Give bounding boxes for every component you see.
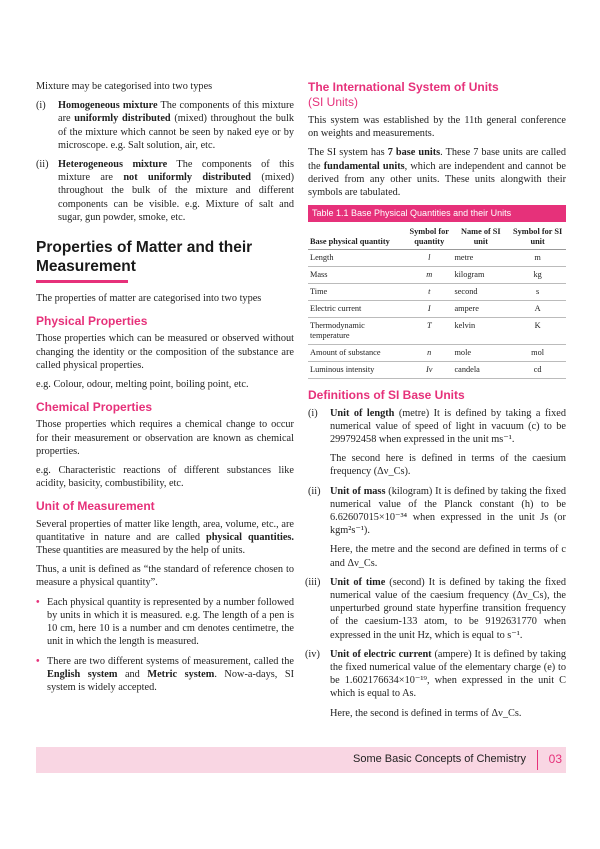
chapter-title: Some Basic Concepts of Chemistry [352,753,526,765]
table-row: Luminous intensity Iv candela cd [308,362,566,379]
si-units-table [308,225,566,379]
definition-note: Here, the metre and the second are defined in terms of c and Δν_Cs. [330,544,566,569]
bullet-icon: • [36,655,40,667]
page-number: 03 [548,752,562,766]
mixture-item-heterogeneous: (ii) Heterogeneous mixture The components of this mixture are not uniformly distributed (mixed) throughout the bulk of the mixture and different components can be visible. e.g. Mixture of salt and sugar, gun powder, smoke, etc. [36,159,295,223]
footer-divider [537,750,539,770]
physical-properties-heading: Physical Properties [36,314,148,329]
si-base-units-text: The SI system has 7 base units. These 7 base units are called the fundamental units, which are independent and cannot be derived from any other units. These units alongwith their symbols are tabulated. [308,147,567,199]
unit-definition: Thus, a unit is defined as “the standard of reference chosen to measure a physical quantity”. [36,564,294,589]
list-item: • There are two different systems of measurement, called the English system and Metric system. Now-a-days, SI system is widely accepted. [36,655,294,693]
chemical-properties-heading: Chemical Properties [36,400,153,415]
table-row: Length l metre m [308,250,566,267]
si-intro-text: This system was established by the 11th general conference on weights and measurements. [308,115,566,140]
properties-heading: Properties of Matter and their Measurement [36,239,253,276]
right-column [305,80,567,726]
mixture-intro: Mixture may be categorised into two types [36,81,213,92]
table-header: Name of SI unit [452,225,509,250]
heading-underline [36,280,128,283]
table-header: Symbol for quantity [406,225,452,250]
table-row: Mass m kilogram kg [308,267,566,284]
unit-of-measurement-text: Several properties of matter like length, area, volume, etc., are quantitative in nature and are called physical quantities. These quantities are measured by the help of units. [36,518,295,557]
list-item: • Each physical quantity is represented by a number followed by units in which it is measured. e.g. The length of a pen is 10 cm, here 10 is a number and cm denotes centimetre, the unit in which the length is measured. [36,596,294,648]
definition-item-mass: (ii) Unit of mass (kilogram) It is defined by taking the fixed numerical value of the Planck constant (h) to be 6.62607015×10⁻³⁴ when expressed in the unit Js (or kgm²s⁻¹). [308,485,567,537]
table-row: Electric current I ampere A [308,301,566,318]
properties-intro: The properties of matter are categorised into two types [36,293,262,305]
table-header: Symbol for SI unit [509,225,566,250]
table-row: Thermodynamic temperature T kelvin K [308,318,566,345]
definition-note: Here, the second is defined in terms of Δν_Cs. [330,707,522,719]
definition-item-electric-current: (iv) Unit of electric current (ampere) It is defined by taking the fixed numerical value of the elementary charge (e) to be 1.602176634×10⁻¹⁹, when expressed in the unit C which is equal to As. [305,648,567,700]
table-row: Amount of substance n mole mol [308,345,566,362]
chemical-properties-text: Those properties which requires a chemical change to occur for their measurement or observation are known as chemical properties. [36,419,294,457]
physical-properties-example: e.g. Colour, odour, melting point, boiling point, etc. [36,379,249,391]
table-row: Time t second s [308,284,566,301]
si-heading: The International System of Units (SI Units) [308,80,499,109]
physical-properties-text: Those properties which can be measured or observed without changing the identity or the composition of the substance are called physical properties. [36,333,294,371]
chemical-properties-example: e.g. Characteristic reactions of different substances like acidity, basicity, combustibility, etc. [36,465,294,490]
table-header: Base physical quantity [308,225,406,250]
definition-item-time: (iii) Unit of time (second) It is defined by taking the fixed numerical value of the caesium frequency (Δν_Cs), the unperturbed ground state hyperfine transition frequency of the caesium-133 atom, to be 9192631770 when expressed in the unit Hz, which is equal to s⁻¹. [305,576,567,641]
definition-note: The second here is defined in terms of the caesium frequency (Δν_Cs). [330,453,566,478]
bullet-icon: • [36,596,40,608]
page-footer [36,747,566,773]
mixture-item-homogeneous: (i) Homogeneous mixture The components of this mixture are uniformly distributed (mixed) throughout the bulk of the mixture which cannot be seen by naked eye or by microscope. e.g. Salt solution, air, etc. [36,100,295,151]
definitions-heading: Definitions of SI Base Units [308,388,465,403]
left-column [36,80,294,700]
definition-item-length: (i) Unit of length (metre) It is defined by taking a fixed numerical value of speed of light in vacuum (c) to be 299792458 when expressed in the unit ms⁻¹. [308,407,566,446]
table-caption: Table 1.1 Base Physical Quantities and their Units [308,205,566,222]
unit-of-measurement-heading: Unit of Measurement [36,499,155,514]
